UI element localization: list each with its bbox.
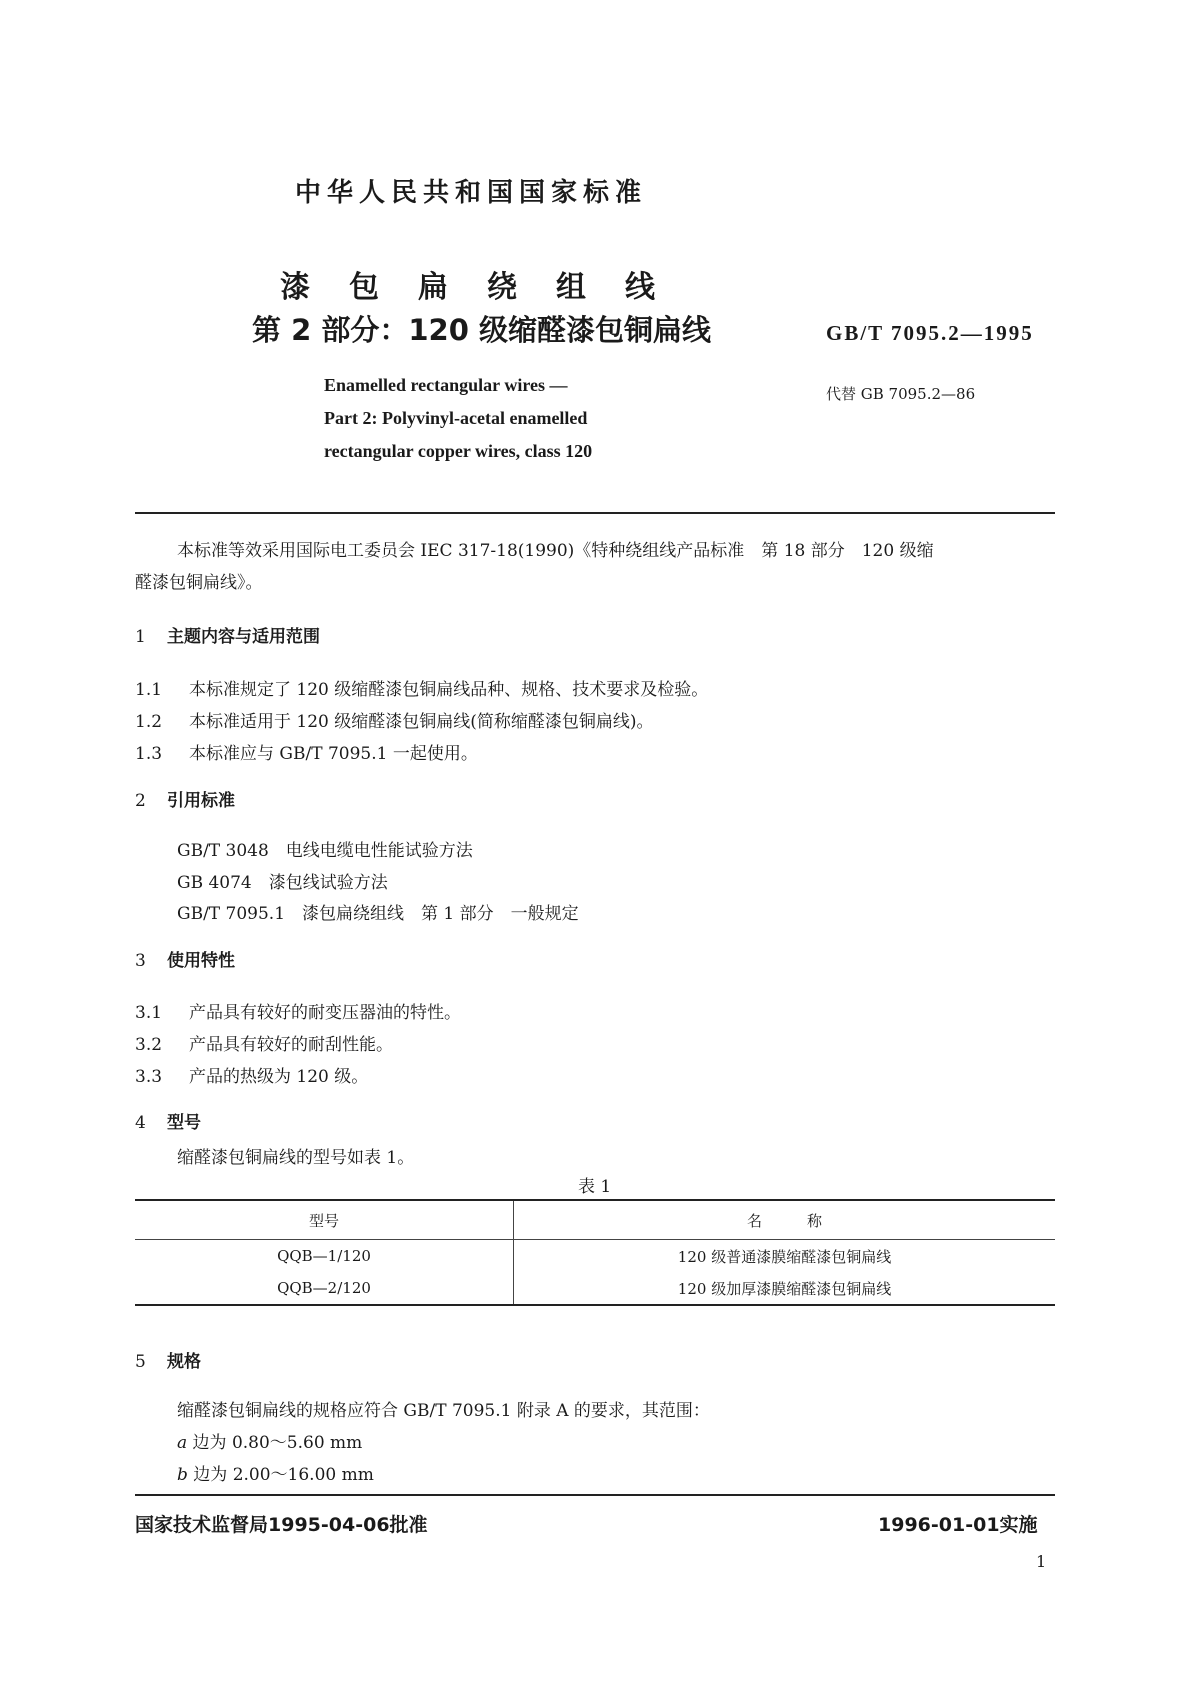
effective-date: 1996-01-01实施 <box>878 1514 1038 1536</box>
clause-number: 1.1 <box>135 680 163 700</box>
clause-number: 1.2 <box>135 712 163 732</box>
section-title: 型号 <box>167 1113 201 1133</box>
clause-number: 3.1 <box>135 1003 163 1023</box>
spec-range-a <box>177 1427 362 1459</box>
spec-range-b <box>177 1459 374 1491</box>
spec-range-text: 边为 2.00～16.00 mm <box>187 1465 374 1485</box>
title-char: 包 <box>349 270 379 305</box>
section-title: 主题内容与适用范围 <box>167 627 320 647</box>
english-title-line: Enamelled rectangular wires — <box>324 375 568 395</box>
table-row <box>135 1240 1055 1273</box>
clause-item <box>135 1062 368 1087</box>
title-char: 组 <box>556 270 586 305</box>
section-paragraph: 缩醛漆包铜扁线的规格应符合 GB/T 7095.1 附录 A 的要求，其范围： <box>177 1401 710 1421</box>
table-cell: QQB—2/120 <box>135 1272 514 1305</box>
section-heading <box>135 946 235 971</box>
footer-divider <box>135 1494 1055 1496</box>
clause-text: 产品的热级为 120 级。 <box>189 1067 369 1087</box>
section-heading <box>135 1108 201 1133</box>
english-title <box>324 369 592 468</box>
table-header-cell: 名 称 <box>746 1211 822 1230</box>
spec-range-text: 边为 0.80～5.60 mm <box>187 1433 363 1453</box>
reference-standard: GB 4074 漆包线试验方法 <box>177 873 388 893</box>
intro-paragraph-line: 醛漆包铜扁线》。 <box>135 573 263 593</box>
clause-number: 1.3 <box>135 744 163 764</box>
table-cell: QQB—1/120 <box>135 1240 514 1273</box>
section-paragraph: 缩醛漆包铜扁线的型号如表 1。 <box>177 1148 415 1168</box>
intro-paragraph-line: 本标准等效采用国际电工委员会 IEC 317-18(1990)《特种绕组线产品标准 第 18 部分 120 级缩 <box>177 541 934 561</box>
section-title: 规格 <box>167 1352 201 1372</box>
table-caption: 表 1 <box>578 1177 612 1197</box>
reference-standard: GB/T 3048 电线电缆电性能试验方法 <box>177 841 473 861</box>
clause-item <box>135 739 478 764</box>
table-row <box>135 1272 1055 1305</box>
table-cell: 120 级加厚漆膜缩醛漆包铜扁线 <box>677 1279 892 1298</box>
title-char: 扁 <box>418 270 448 305</box>
clause-item <box>135 998 461 1023</box>
header-divider <box>135 512 1055 514</box>
section-title: 使用特性 <box>167 951 235 971</box>
section-number: 1 <box>135 627 146 647</box>
section-number: 5 <box>135 1352 146 1372</box>
page-number: 1 <box>1036 1552 1047 1571</box>
national-standard-heading: 中华人民共和国国家标准 <box>295 178 648 208</box>
variable-a: a <box>177 1433 188 1453</box>
section-heading <box>135 622 320 647</box>
section-number: 2 <box>135 791 146 811</box>
clause-item <box>135 675 708 700</box>
section-heading <box>135 1347 201 1372</box>
clause-number: 3.3 <box>135 1067 163 1087</box>
english-title-line: Part 2: Polyvinyl-acetal enamelled <box>324 408 588 428</box>
standard-number: GB/T 7095.2—1995 <box>826 321 1034 345</box>
clause-text: 本标准适用于 120 级缩醛漆包铜扁线(简称缩醛漆包铜扁线)。 <box>189 712 654 732</box>
title-char: 漆 <box>280 270 310 305</box>
replaces-note: 代替 GB 7095.2—86 <box>826 385 976 403</box>
clause-item <box>135 1030 393 1055</box>
clause-item <box>135 707 654 732</box>
clause-number: 3.2 <box>135 1035 163 1055</box>
reference-standard: GB/T 7095.1 漆包扁绕组线 第 1 部分 一般规定 <box>177 904 579 924</box>
document-subtitle: 第 2 部分：120 级缩醛漆包铜扁线 <box>252 313 712 347</box>
clause-text: 本标准应与 GB/T 7095.1 一起使用。 <box>189 744 478 764</box>
title-char: 绕 <box>487 270 517 305</box>
model-table <box>135 1199 1055 1306</box>
table-header-cell: 型号 <box>135 1200 514 1240</box>
document-title <box>280 262 694 306</box>
section-number: 3 <box>135 951 146 971</box>
table-header-row <box>135 1200 1055 1240</box>
title-char: 线 <box>625 270 655 305</box>
section-heading <box>135 786 235 811</box>
clause-text: 本标准规定了 120 级缩醛漆包铜扁线品种、规格、技术要求及检验。 <box>189 680 709 700</box>
section-title: 引用标准 <box>167 791 235 811</box>
variable-b: b <box>177 1465 188 1485</box>
approval-note: 国家技术监督局1995-04-06批准 <box>135 1514 428 1536</box>
table-cell: 120 级普通漆膜缩醛漆包铜扁线 <box>677 1247 892 1266</box>
english-title-line: rectangular copper wires, class 120 <box>324 441 593 461</box>
clause-text: 产品具有较好的耐刮性能。 <box>189 1035 393 1055</box>
clause-text: 产品具有较好的耐变压器油的特性。 <box>189 1003 461 1023</box>
section-number: 4 <box>135 1113 146 1133</box>
